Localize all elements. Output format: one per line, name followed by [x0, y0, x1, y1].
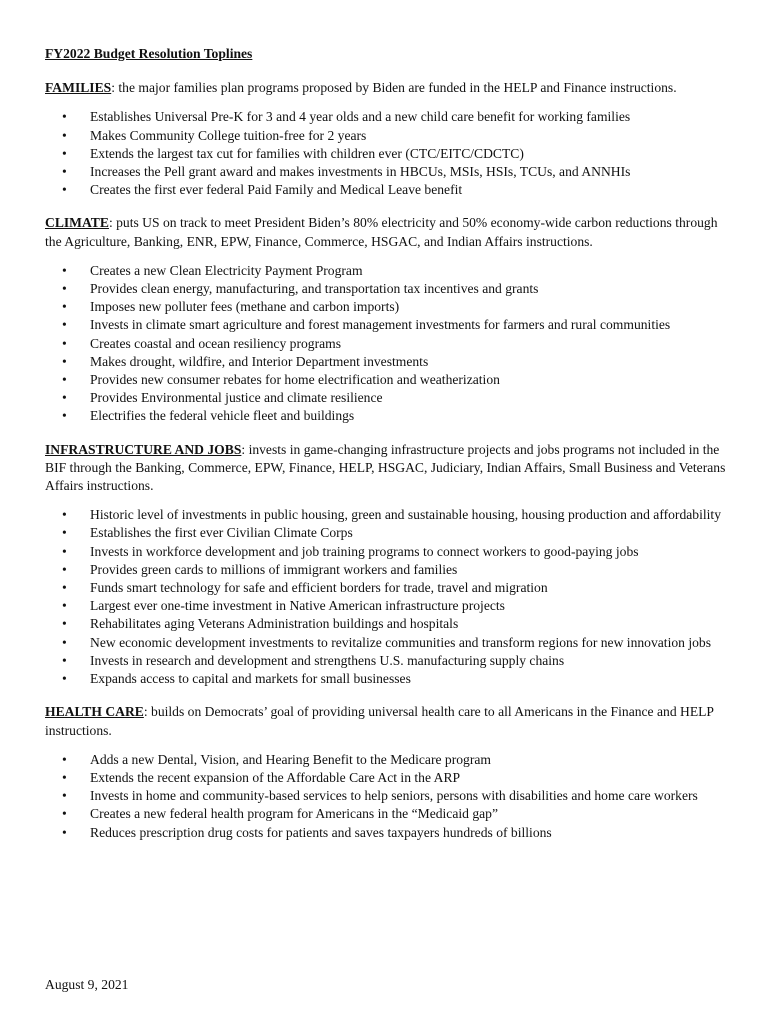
- list-item: [45, 652, 735, 670]
- list-item: [45, 524, 735, 542]
- list-item: [45, 670, 735, 688]
- bullet-icon: •: [62, 145, 67, 161]
- list-item-text: Provides Environmental justice and climate resilience: [90, 390, 383, 406]
- bullet-icon: •: [62, 616, 67, 632]
- list-item: [45, 634, 735, 652]
- section-intro: [45, 441, 735, 496]
- section-intro: [45, 79, 735, 97]
- section-health-care: [45, 703, 735, 841]
- list-item: [45, 543, 735, 561]
- section-intro-text: : the major families plan programs proposed by Biden are funded in the HELP and Finance instructions.: [111, 80, 677, 96]
- footer-date: August 9, 2021: [45, 977, 129, 992]
- section-families: [45, 79, 735, 199]
- list-item: [45, 353, 735, 371]
- list-item: [45, 769, 735, 787]
- list-item: [45, 145, 735, 163]
- sections-container: [45, 79, 735, 842]
- list-item: [45, 335, 735, 353]
- list-item-text: Provides green cards to millions of immigrant workers and families: [90, 561, 458, 577]
- bullet-icon: •: [62, 788, 67, 804]
- list-item-text: Makes Community College tuition-free for 2 years: [90, 127, 367, 143]
- bullet-icon: •: [62, 652, 67, 668]
- bullet-icon: •: [62, 109, 67, 125]
- list-item: [45, 805, 735, 823]
- list-item-text: Provides clean energy, manufacturing, and transportation tax incentives and grants: [90, 281, 539, 297]
- list-item: [45, 824, 735, 842]
- section-heading: FAMILIES: [45, 80, 112, 96]
- list-item-text: Expands access to capital and markets for small businesses: [90, 671, 411, 687]
- list-item: [45, 108, 735, 126]
- section-heading: CLIMATE: [45, 215, 109, 231]
- document-title: FY2022 Budget Resolution Toplines: [45, 46, 253, 61]
- bullet-icon: •: [62, 281, 67, 297]
- section-intro-text: : puts US on track to meet President Biden’s 80% electricity and 50% economy-wide carbon reductions through the Agriculture, Banking, ENR, EPW, Finance, Commerce, HSGAC, and Indian Affairs instructions.: [45, 215, 718, 249]
- list-item-text: Invests in climate smart agriculture and forest management investments for farmers and rural communities: [90, 317, 671, 333]
- bullet-icon: •: [62, 390, 67, 406]
- list-item-text: Establishes the first ever Civilian Climate Corps: [90, 525, 353, 541]
- bullet-list: [45, 506, 735, 688]
- list-item-text: Electrifies the federal vehicle fleet and buildings: [90, 408, 355, 424]
- section-intro: [45, 703, 735, 739]
- list-item-text: Funds smart technology for safe and efficient borders for trade, travel and migration: [90, 580, 548, 596]
- bullet-icon: •: [62, 561, 67, 577]
- list-item: [45, 597, 735, 615]
- list-item: [45, 615, 735, 633]
- bullet-icon: •: [62, 408, 67, 424]
- list-item-text: Imposes new polluter fees (methane and carbon imports): [90, 299, 400, 315]
- bullet-icon: •: [62, 299, 67, 315]
- bullet-icon: •: [62, 824, 67, 840]
- list-item-text: Extends the largest tax cut for families with children ever (CTC/EITC/CDCTC): [90, 145, 524, 161]
- list-item: [45, 561, 735, 579]
- list-item-text: Rehabilitates aging Veterans Administration buildings and hospitals: [90, 616, 459, 632]
- list-item: [45, 127, 735, 145]
- bullet-icon: •: [62, 164, 67, 180]
- list-item-text: Creates a new federal health program for Americans in the “Medicaid gap”: [90, 806, 499, 822]
- list-item-text: Makes drought, wildfire, and Interior Department investments: [90, 353, 429, 369]
- list-item: [45, 389, 735, 407]
- section-heading: HEALTH CARE: [45, 704, 144, 720]
- bullet-icon: •: [62, 182, 67, 198]
- list-item-text: Provides new consumer rebates for home electrification and weatherization: [90, 372, 500, 388]
- list-item: [45, 371, 735, 389]
- bullet-list: [45, 751, 735, 842]
- list-item: [45, 298, 735, 316]
- list-item: [45, 163, 735, 181]
- list-item-text: Invests in research and development and strengthens U.S. manufacturing supply chains: [90, 652, 565, 668]
- bullet-icon: •: [62, 634, 67, 650]
- bullet-icon: •: [62, 751, 67, 767]
- list-item-text: Increases the Pell grant award and makes investments in HBCUs, MSIs, HSIs, TCUs, and ANNHIs: [90, 164, 631, 180]
- list-item-text: Establishes Universal Pre-K for 3 and 4 year olds and a new child care benefit for working families: [90, 109, 631, 125]
- bullet-icon: •: [62, 335, 67, 351]
- list-item: [45, 262, 735, 280]
- bullet-list: [45, 262, 735, 426]
- document-page: [45, 45, 735, 857]
- section-climate: [45, 214, 735, 425]
- list-item: [45, 751, 735, 769]
- list-item-text: Adds a new Dental, Vision, and Hearing Benefit to the Medicare program: [90, 751, 491, 767]
- bullet-icon: •: [62, 671, 67, 687]
- bullet-icon: •: [62, 769, 67, 785]
- list-item: [45, 407, 735, 425]
- list-item: [45, 787, 735, 805]
- bullet-list: [45, 108, 735, 199]
- list-item: [45, 316, 735, 334]
- section-heading: INFRASTRUCTURE AND JOBS: [45, 441, 242, 457]
- bullet-icon: •: [62, 127, 67, 143]
- bullet-icon: •: [62, 353, 67, 369]
- list-item-text: Creates the first ever federal Paid Family and Medical Leave benefit: [90, 182, 463, 198]
- bullet-icon: •: [62, 806, 67, 822]
- list-item: [45, 579, 735, 597]
- list-item-text: Creates coastal and ocean resiliency programs: [90, 335, 341, 351]
- list-item: [45, 280, 735, 298]
- bullet-icon: •: [62, 598, 67, 614]
- bullet-icon: •: [62, 580, 67, 596]
- bullet-icon: •: [62, 525, 67, 541]
- bullet-icon: •: [62, 372, 67, 388]
- list-item-text: New economic development investments to revitalize communities and transform regions for new innovation jobs: [90, 634, 712, 650]
- section-intro: [45, 214, 735, 250]
- section-intro-text: : builds on Democrats’ goal of providing universal health care to all Americans in the Finance and HELP instructions.: [45, 704, 714, 738]
- list-item: [45, 181, 735, 199]
- list-item: [45, 506, 735, 524]
- list-item-text: Reduces prescription drug costs for patients and saves taxpayers hundreds of billions: [90, 824, 552, 840]
- bullet-icon: •: [62, 262, 67, 278]
- list-item-text: Invests in workforce development and job training programs to connect workers to good-paying jobs: [90, 543, 639, 559]
- list-item-text: Creates a new Clean Electricity Payment Program: [90, 262, 363, 278]
- bullet-icon: •: [62, 507, 67, 523]
- list-item-text: Invests in home and community-based services to help seniors, persons with disabilities and home care workers: [90, 788, 698, 804]
- section-intro-text: : invests in game-changing infrastructure projects and jobs programs not included in the BIF through the Banking, Commerce, EPW, Finance, HELP, HSGAC, Judiciary, Indian Affairs, Small Business and Veterans Affairs instructions.: [45, 441, 726, 494]
- bullet-icon: •: [62, 317, 67, 333]
- section-infrastructure-and-jobs: [45, 441, 735, 689]
- list-item-text: Largest ever one-time investment in Native American infrastructure projects: [90, 598, 505, 614]
- bullet-icon: •: [62, 543, 67, 559]
- list-item-text: Historic level of investments in public housing, green and sustainable housing, housing production and affordability: [90, 507, 721, 523]
- list-item-text: Extends the recent expansion of the Affordable Care Act in the ARP: [90, 769, 461, 785]
